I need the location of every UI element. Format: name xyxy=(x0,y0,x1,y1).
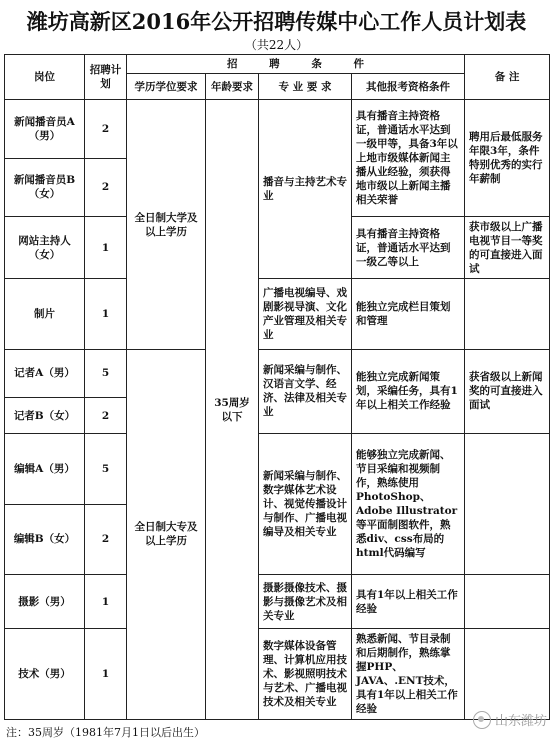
cell-position: 新闻播音员A（男） xyxy=(5,100,85,158)
table-row xyxy=(5,434,550,504)
table-row xyxy=(5,349,550,397)
cell-position: 制片 xyxy=(5,279,85,349)
table-row xyxy=(5,279,550,349)
cell-education: 全日制大学及以上学历 xyxy=(127,100,206,349)
header-major: 专 业 要 求 xyxy=(259,74,352,100)
cell-major: 数字媒体设备管理、计算机应用技术、影视照明技术与艺术、广播电视技术及相关专业 xyxy=(259,629,352,720)
header-remarks: 备 注 xyxy=(465,55,550,100)
cell-other: 熟悉新闻、节目录制和后期制作，熟练掌握PHP、JAVA、.ENT技术，具有1年以上相关工作经验 xyxy=(352,629,465,720)
header-other: 其他报考资格条件 xyxy=(352,74,465,100)
watermark xyxy=(473,710,547,729)
table-row xyxy=(5,100,550,158)
cell-remarks: 获市级以上广播电视节目一等奖的可直接进入面试 xyxy=(465,216,550,278)
cell-count: 1 xyxy=(85,575,127,629)
cell-major: 摄影摄像技术、摄影与摄像艺术及相关专业 xyxy=(259,575,352,629)
header-conditions: 招 聘 条 件 xyxy=(127,55,465,74)
footnote: 注：35周岁（1981年7月1日以后出生） xyxy=(6,726,205,739)
cell-count: 2 xyxy=(85,398,127,434)
cell-remarks-empty xyxy=(465,629,550,720)
cell-remarks-empty xyxy=(465,434,550,575)
cell-major: 新闻采编与制作、数字媒体艺术设计、视觉传播设计与制作、广播电视编导及相关专业 xyxy=(259,434,352,575)
cell-age: 35周岁以下 xyxy=(206,100,259,720)
cell-position: 编辑B（女） xyxy=(5,504,85,574)
cell-other: 具有播音主持资格证，普通话水平达到一级甲等，具备3年以上地市级媒体新闻主播从业经验，须获得地市级以上新闻主播相关荣誉 xyxy=(352,100,465,217)
cell-other: 能独立完成新闻策划，采编任务，具有1年以上相关工作经验 xyxy=(352,349,465,433)
cell-remarks: 获省级以上新闻奖的可直接进入面试 xyxy=(465,349,550,433)
table-row xyxy=(5,575,550,629)
cell-major: 广播电视编导、戏剧影视导演、文化产业管理及相关专业 xyxy=(259,279,352,349)
cell-position: 技术（男） xyxy=(5,629,85,720)
cell-remarks-empty xyxy=(465,575,550,629)
cell-count: 2 xyxy=(85,100,127,158)
header-age: 年龄要求 xyxy=(206,74,259,100)
cell-other: 能够独立完成新闻、节目采编和视频制作，熟练使用PhotoShop、Adobe Illustrator等平面制图软件，熟悉div、css布局的html代码编写 xyxy=(352,434,465,575)
cell-position: 网站主持人（女） xyxy=(5,216,85,278)
cell-remarks: 聘用后最低服务年限3年，条件特别优秀的实行年薪制 xyxy=(465,100,550,217)
cell-count: 1 xyxy=(85,629,127,720)
cell-count: 1 xyxy=(85,216,127,278)
header-education: 学历学位要求 xyxy=(127,74,206,100)
cell-position: 记者A（男） xyxy=(5,349,85,397)
cell-count: 2 xyxy=(85,504,127,574)
cell-count: 5 xyxy=(85,434,127,504)
cell-remarks-empty xyxy=(465,279,550,349)
cell-other: 能独立完成栏目策划和管理 xyxy=(352,279,465,349)
wechat-logo-icon xyxy=(473,711,491,729)
cell-position: 编辑A（男） xyxy=(5,434,85,504)
cell-count: 1 xyxy=(85,279,127,349)
cell-other: 具有播音主持资格证，普通话水平达到一级乙等以上 xyxy=(352,216,465,278)
page-subtitle: （共22人） xyxy=(244,38,309,52)
cell-education: 全日制大专及以上学历 xyxy=(127,349,206,719)
cell-major: 新闻采编与制作、汉语言文学、经济、法律及相关专业 xyxy=(259,349,352,433)
header-row-1 xyxy=(5,55,550,74)
cell-count: 2 xyxy=(85,158,127,216)
table-row xyxy=(5,629,550,720)
cell-position: 记者B（女） xyxy=(5,398,85,434)
cell-position: 摄影（男） xyxy=(5,575,85,629)
page-title: 潍坊高新区2016年公开招聘传媒中心工作人员计划表 xyxy=(26,9,527,34)
cell-count: 5 xyxy=(85,349,127,397)
cell-position: 新闻播音员B（女） xyxy=(5,158,85,216)
header-position: 岗位 xyxy=(5,55,85,100)
watermark-text: 山东潍坊 xyxy=(494,714,547,729)
recruitment-plan-table xyxy=(4,54,550,720)
cell-major: 播音与主持艺术专业 xyxy=(259,100,352,279)
cell-other: 具有1年以上相关工作经验 xyxy=(352,575,465,629)
header-count: 招聘计划 xyxy=(85,55,127,100)
